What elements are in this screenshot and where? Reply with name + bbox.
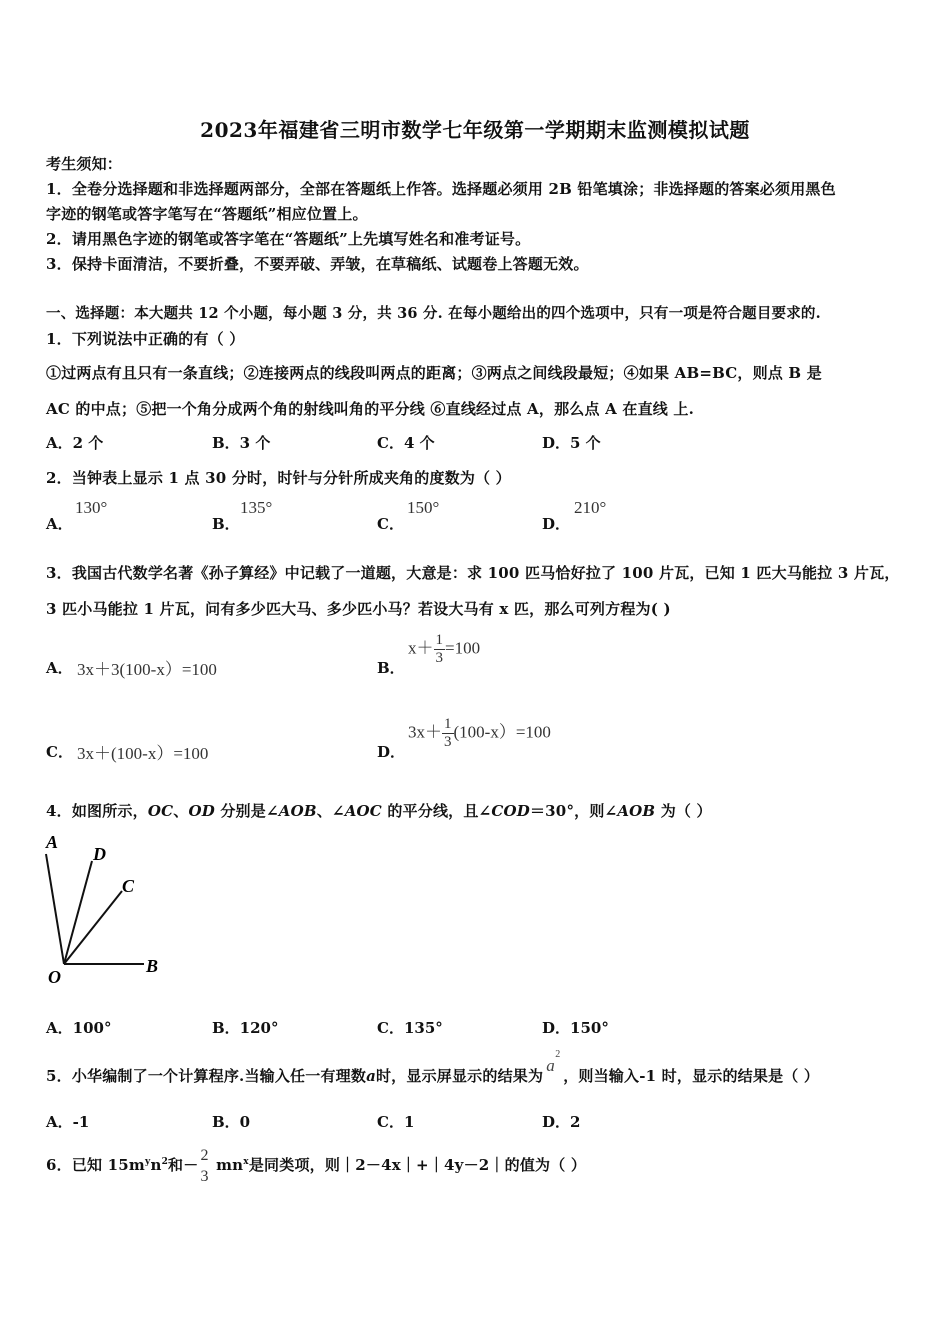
q4-mid4: ＝30°，则∠ — [529, 802, 618, 820]
q5-stem — [46, 1049, 820, 1086]
q1-body-b: AC 的中点；⑤把一个角分成两个角的射线叫角的平分线 ⑥直线经过点 A，那么点 A 在直线 上. — [46, 400, 695, 418]
q5-expr-exponent: 2 — [555, 1049, 561, 1060]
notice-heading: 考生须知： — [46, 155, 123, 173]
q4-stem-pre: 4．如图所示， — [46, 802, 148, 820]
q6-post: 是同类项，则｜2－4x｜+｜4y－2｜的值为（ ） — [248, 1156, 587, 1174]
q2-label-c: C． — [377, 515, 404, 533]
q5-var: a — [366, 1067, 376, 1085]
q3-b-fraction — [434, 632, 446, 667]
q3-option-a: 3x＋3(100-x）=100 — [77, 660, 217, 679]
q4-option-d: D．150° — [542, 1019, 609, 1037]
q1-option-b: B．3 个 — [212, 434, 271, 452]
q1-option-c: C．4 个 — [377, 434, 435, 452]
q6-n: n — [150, 1156, 162, 1174]
q4-option-b: B．120° — [212, 1019, 279, 1037]
q4-aob2: AOB — [617, 802, 656, 820]
q2-value-a: 130° — [75, 498, 108, 517]
q6-pre: 6．已知 15m — [46, 1156, 146, 1174]
label-b: B — [146, 956, 159, 976]
q3-label-a: A． — [46, 659, 73, 677]
q2-label-b: B． — [212, 515, 240, 533]
ray-oa — [46, 854, 64, 964]
q5-stem-a: 5．小华编制了一个计算程序.当输入任一有理数 — [46, 1067, 367, 1085]
q4-stem — [46, 800, 712, 821]
label-d: D — [93, 844, 106, 864]
q4-option-a: A．100° — [46, 1019, 112, 1037]
q3-d-fraction — [442, 716, 454, 751]
q2-label-d: D． — [542, 515, 571, 533]
q4-option-c: C．135° — [377, 1019, 443, 1037]
q4-aob: AOB — [278, 802, 317, 820]
q5-option-a: A．-1 — [46, 1113, 90, 1131]
q1-stem: 1．下列说法中正确的有（ ） — [46, 330, 245, 348]
q3-b-frac-den: 3 — [435, 650, 443, 666]
q1-option-d: D．5 个 — [542, 434, 601, 452]
q2-value-d: 210° — [574, 498, 607, 517]
notice-item-1a: 1．全卷分选择题和非选择题两部分，全部在答题纸上作答。选择题必须用 2B 铅笔填涂；非选择题的答案必须用黑色 — [46, 180, 836, 198]
q3-d-frac-den: 3 — [444, 734, 452, 750]
q2-value-b: 135° — [240, 498, 273, 517]
q5-expr-base: a — [546, 1056, 555, 1075]
q3-option-d — [408, 716, 551, 751]
q4-mid3: 的平分线，且∠ — [381, 802, 492, 820]
q4-oc: OC — [147, 802, 174, 820]
q4-od: OD — [188, 802, 215, 820]
q4-cod: COD — [491, 802, 530, 820]
q2-stem: 2．当钟表上显示 1 点 30 分时，时针与分针所成夹角的度数为（ ） — [46, 469, 511, 487]
q3-b-pre: x＋ — [408, 638, 434, 658]
q3-label-d: D． — [377, 743, 406, 761]
q2-label-a: A． — [46, 515, 73, 533]
q3-label-c: C． — [46, 743, 73, 761]
notice-item-3: 3．保持卡面清洁，不要折叠，不要弄破、弄皱，在草稿纸、试题卷上答题无效。 — [46, 255, 589, 273]
q6-sup-y: y — [145, 1157, 151, 1167]
q6-stem — [46, 1145, 586, 1187]
q6-fraction — [198, 1145, 210, 1187]
q6-mn: mn — [216, 1156, 244, 1174]
q3-b-post: =100 — [445, 638, 481, 658]
q3-d-frac-num: 1 — [444, 716, 452, 732]
q3-option-b — [408, 632, 480, 667]
q5-option-d: D．2 — [542, 1113, 581, 1131]
q4-sep: 、 — [173, 802, 189, 820]
q3-stem-b: 3 匹小马能拉 1 片瓦，问有多少匹大马、多少匹小马？若设大马有 x 匹，那么可列方程为( ) — [46, 600, 671, 618]
q6-sup-2: 2 — [161, 1157, 169, 1167]
page-title: 2023年福建省三明市数学七年级第一学期期末监测模拟试题 — [200, 118, 750, 142]
angle-figure — [40, 828, 180, 988]
label-a: A — [46, 832, 59, 852]
q5-option-c: C．1 — [377, 1113, 415, 1131]
q3-stem-a: 3．我国古代数学名著《孙子算经》中记载了一道题，大意是：求 100 匹马恰好拉了 100 片瓦，已知 1 匹大马能拉 3 片瓦， — [46, 564, 900, 582]
q5-option-b: B．0 — [212, 1113, 251, 1131]
q2-value-c: 150° — [407, 498, 440, 517]
q5-stem-c: ，则当输入-1 时，显示的结果是（ ） — [563, 1067, 820, 1085]
section-heading: 一、选择题：本大题共 12 个小题，每小题 3 分，共 36 分. 在每小题给出的四个选项中，只有一项是符合题目要求的. — [46, 305, 821, 322]
label-o: O — [48, 967, 61, 987]
label-c: C — [122, 876, 135, 896]
q3-option-c: 3x＋(100-x）=100 — [77, 744, 209, 763]
q4-mid2: 、∠ — [316, 802, 345, 820]
ray-od — [64, 861, 92, 964]
q3-d-pre: 3x＋ — [408, 722, 442, 742]
q3-label-b: B． — [377, 659, 405, 677]
q3-b-frac-num: 1 — [435, 632, 443, 648]
q5-stem-b: 时，显示屏显示的结果为 — [375, 1067, 544, 1085]
notice-item-1b: 字迹的钢笔或答字笔写在“答题纸”相应位置上。 — [46, 205, 368, 223]
q4-aoc: AOC — [344, 802, 382, 820]
q6-sup-x: x — [243, 1157, 249, 1167]
q1-body-a: ①过两点有且只有一条直线；②连接两点的线段叫两点的距离；③两点之间线段最短；④如果 AB=BC，则点 B 是 — [46, 364, 822, 382]
ray-oc — [64, 891, 122, 964]
q4-end: 为（ ） — [655, 802, 712, 820]
notice-item-2: 2．请用黑色字迹的钢笔或答字笔在“答题纸”上先填写姓名和准考证号。 — [46, 230, 531, 248]
q1-option-a: A．2 个 — [46, 434, 104, 452]
q6-mid2: 和－ — [168, 1156, 199, 1174]
q4-mid1: 分别是∠ — [214, 802, 279, 820]
q5-expression — [543, 1049, 563, 1081]
q6-frac-den: 3 — [200, 1168, 209, 1185]
q3-d-post: (100-x）=100 — [453, 722, 551, 742]
q6-frac-num: 2 — [200, 1147, 209, 1164]
